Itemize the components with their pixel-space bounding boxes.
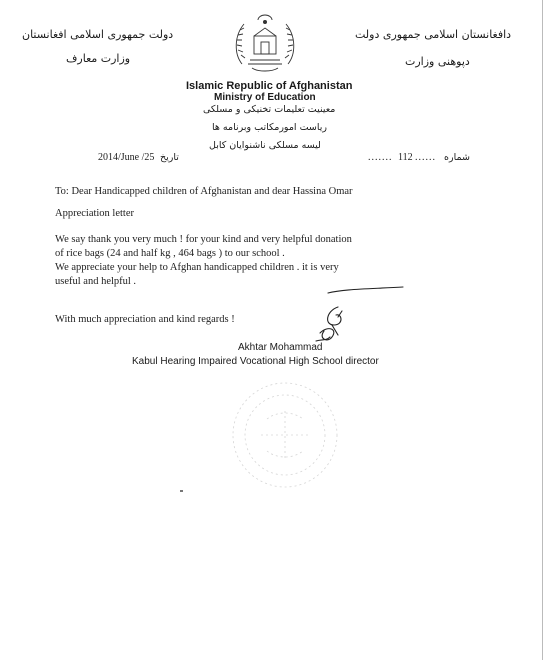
body-line: useful and helpful .: [55, 276, 137, 287]
date-value: 2014/June /25: [98, 152, 155, 163]
reference-number: 112: [398, 152, 413, 163]
closing-line: With much appreciation and kind regards !: [55, 314, 235, 325]
deputy-ministry-dari: معینیت تعلیمات تخنیکی و مسلکی: [203, 104, 336, 115]
school-seal-stamp-icon: [225, 375, 345, 495]
recipient-line: To: Dear Handicapped children of Afghanistan and dear Hassina Omar: [55, 186, 353, 197]
reference-dots-2: ......: [415, 152, 436, 163]
subject-line: Appreciation letter: [55, 208, 135, 219]
afghanistan-emblem-icon: [230, 14, 300, 76]
ministry-name-english: Islamic Republic of Afghanistan: [186, 80, 353, 92]
directorate-dari: ریاست امورمکاتب وبرنامه ها: [212, 122, 327, 133]
school-name-dari: لیسه مسلکی ناشنوایان کابل: [209, 140, 321, 151]
date-label: تاریخ: [160, 152, 179, 163]
body-line: of rice bags (24 and half kg , 464 bags ) to our school .: [55, 248, 285, 259]
ministry-subtitle-english: Ministry of Education: [214, 92, 316, 103]
header-right-line1: دافغانستان اسلامی جمهوری دولت: [355, 28, 512, 41]
body-line: We appreciate your help to Afghan handicapped children . it is very: [55, 262, 339, 273]
reference-label: شماره: [444, 152, 470, 163]
signer-name: Akhtar Mohammad: [238, 342, 323, 353]
header-right-line2: دپوهنی وزارت: [405, 55, 470, 68]
signer-title: Kabul Hearing Impaired Vocational High School director: [132, 356, 379, 367]
scan-speck: [180, 490, 183, 492]
header-left-line2: وزارت معارف: [66, 52, 131, 65]
body-line: We say thank you very much ! for your kind and very helpful donation: [55, 234, 352, 245]
reference-dots: .......: [368, 152, 393, 163]
scan-edge-line: [542, 0, 546, 660]
header-left-line1: دولت جمهوری اسلامی افغانستان: [22, 28, 174, 41]
